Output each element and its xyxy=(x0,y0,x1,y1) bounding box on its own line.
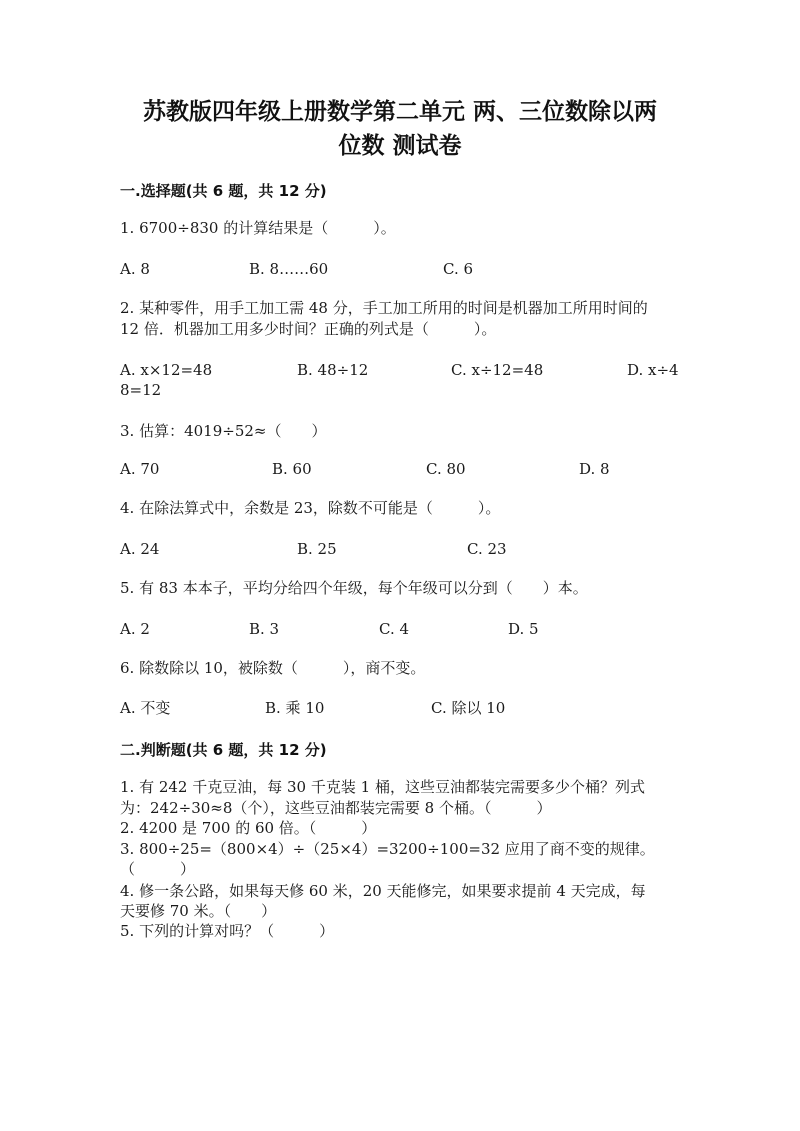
q3-option-d: D. 8 xyxy=(579,460,610,478)
question-5-stem: 5. 有 83 本本子，平均分给四个年级，每个年级可以分到（ ）本。 xyxy=(120,579,588,597)
q2-option-c: C. x÷12=48 xyxy=(451,361,544,379)
question-4-stem: 4. 在除法算式中，余数是 23，除数不可能是（ ）。 xyxy=(120,499,501,517)
q2-option-b: B. 48÷12 xyxy=(297,361,369,379)
judgement-line: 5. 下列的计算对吗？（ ） xyxy=(120,922,335,940)
judgement-line: 2. 4200 是 700 的 60 倍。（ ） xyxy=(120,819,377,837)
q5-option-a: A. 2 xyxy=(120,620,150,638)
q6-option-b: B. 乘 10 xyxy=(265,699,325,717)
q4-option-b: B. 25 xyxy=(297,540,337,558)
question-2-stem-line-2: 12 倍．机器加工用多少时间？正确的列式是（ ）。 xyxy=(120,320,497,338)
q1-option-c: C. 6 xyxy=(443,260,474,278)
question-3-stem: 3. 估算：4019÷52≈（ ） xyxy=(120,422,327,440)
judgement-line: 4. 修一条公路，如果每天修 60 米，20 天能修完，如果要求提前 4 天完成，每 xyxy=(120,882,646,900)
q3-option-b: B. 60 xyxy=(272,460,312,478)
q5-option-d: D. 5 xyxy=(508,620,539,638)
q6-option-c: C. 除以 10 xyxy=(431,699,506,717)
question-1-stem: 1. 6700÷830 的计算结果是（ ）。 xyxy=(120,219,396,237)
q3-option-c: C. 80 xyxy=(426,460,466,478)
q1-option-b: B. 8……60 xyxy=(249,260,329,278)
q4-option-a: A. 24 xyxy=(120,540,160,558)
q5-option-b: B. 3 xyxy=(249,620,280,638)
q2-option-d-wrap: 8=12 xyxy=(120,381,162,399)
section-heading-choice: 一.选择题(共 6 题，共 12 分) xyxy=(120,182,327,200)
judgement-line: 3. 800÷25=（800×4）÷（25×4）=3200÷100=32 应用了商不变的规律。 xyxy=(120,840,655,858)
page-title-line-2: 位数 测试卷 xyxy=(338,133,462,159)
question-6-stem: 6. 除数除以 10，被除数（ ），商不变。 xyxy=(120,659,426,677)
page-title-line-1: 苏教版四年级上册数学第二单元 两、三位数除以两 xyxy=(142,99,657,125)
judgement-line: 1. 有 242 千克豆油，每 30 千克装 1 桶，这些豆油都装完需要多少个桶？列式 xyxy=(120,778,645,796)
q6-option-a: A. 不变 xyxy=(120,699,171,717)
section-heading-judgement: 二.判断题(共 6 题，共 12 分) xyxy=(120,741,327,759)
q2-option-d: D. x÷4 xyxy=(627,361,679,379)
judgement-line: 天要修 70 米。（ ） xyxy=(120,902,277,920)
judgement-line: 为：242÷30≈8（个），这些豆油都装完需要 8 个桶。（ ） xyxy=(120,799,552,817)
question-2-stem-line-1: 2. 某种零件，用手工加工需 48 分，手工加工所用的时间是机器加工所用时间的 xyxy=(120,299,648,317)
q2-option-a: A. x×12=48 xyxy=(120,361,213,379)
q4-option-c: C. 23 xyxy=(467,540,507,558)
q3-option-a: A. 70 xyxy=(120,460,160,478)
q5-option-c: C. 4 xyxy=(379,620,410,638)
q1-option-a: A. 8 xyxy=(120,260,150,278)
judgement-line: （ ） xyxy=(120,860,196,878)
